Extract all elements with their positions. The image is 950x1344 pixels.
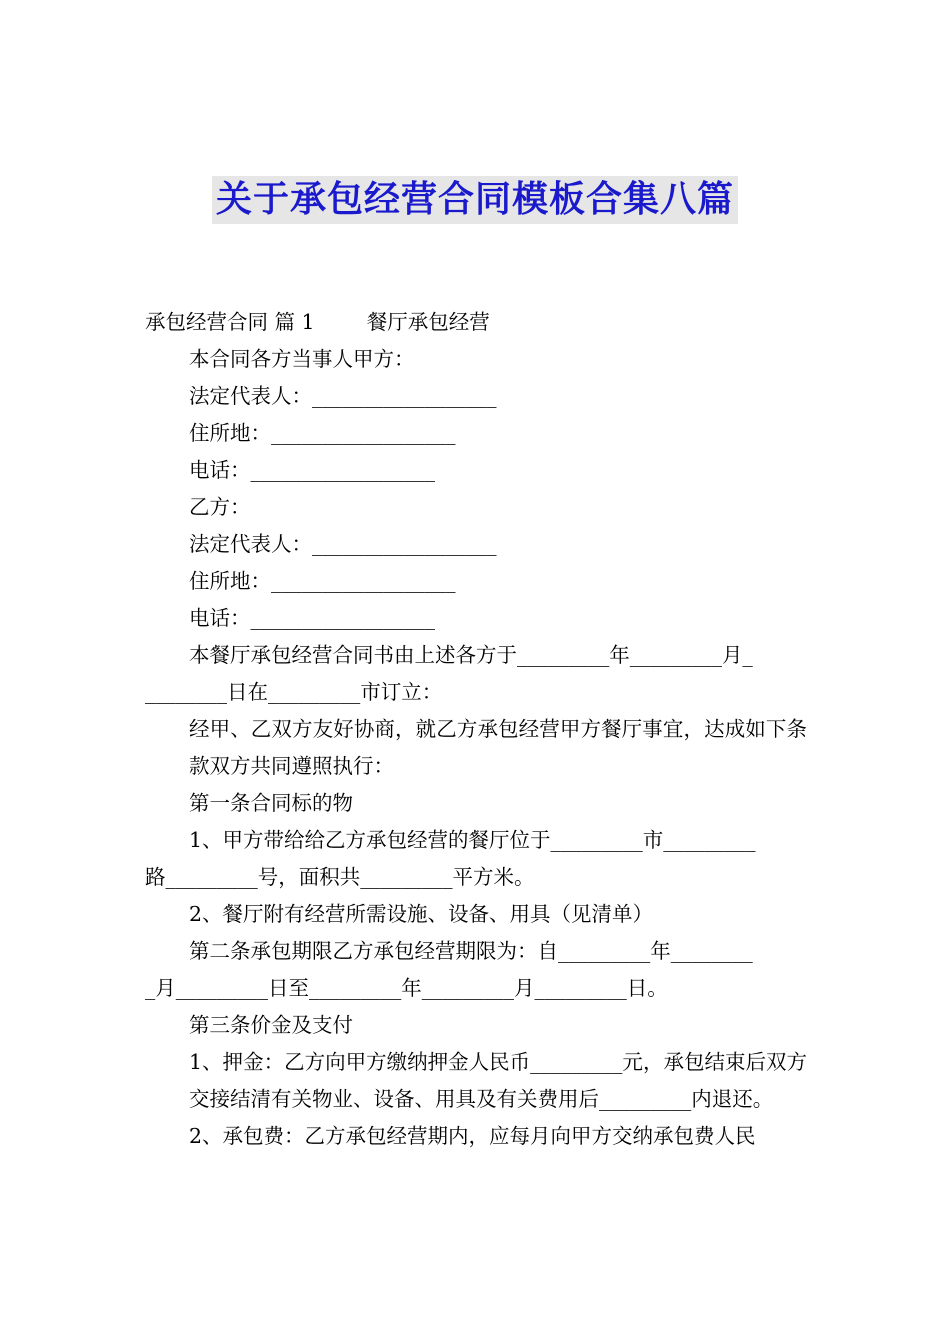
article-2-term-cont: _月_________日至_________年_________月_________日。 (145, 976, 668, 1000)
party-a-address: 住所地：__________________ (189, 421, 456, 445)
document-title: 关于承包经营合同模板合集八篇 (212, 176, 738, 224)
article-3-deposit: 1、押金：乙方向甲方缴纳押金人民币_________元，承包结束后双方交接结清有关物业、设备、用具及有关费用后_________内退还。 (189, 1050, 807, 1111)
article-1-item-2: 2、餐厅附有经营所需设施、设备、用具（见清单） (189, 902, 654, 926)
party-a-representative: 法定代表人：__________________ (189, 384, 497, 408)
article-3-contract-fee: 2、承包费：乙方承包经营期内，应每月向甲方交纳承包费人民 (189, 1124, 756, 1148)
paragraph-negotiation: 经甲、乙双方友好协商，就乙方承包经营甲方餐厅事宜，达成如下条款双方共同遵照执行： (189, 717, 807, 778)
article-1-heading: 第一条合同标的物 (189, 791, 353, 815)
article-1-item-1-cont: 路_________号，面积共_________平方米。 (145, 865, 535, 889)
party-b-phone: 电话：__________________ (189, 606, 435, 630)
paragraph-parties-intro: 本合同各方当事人甲方： (189, 347, 415, 371)
paragraph-signing-date: 本餐厅承包经营合同书由上述各方于_________年_________月_ (189, 643, 753, 667)
title-container (0, 176, 950, 224)
party-b-address: 住所地：__________________ (189, 569, 456, 593)
paragraph-signing-date-cont: ________日在_________市订立： (145, 680, 443, 704)
section-heading: 承包经营合同 篇 1 餐厅承包经营 (145, 310, 490, 334)
party-b-representative: 法定代表人：__________________ (189, 532, 497, 556)
party-a-phone: 电话：__________________ (189, 458, 435, 482)
document-body (145, 304, 807, 1155)
article-1-item-1: 1、甲方带给给乙方承包经营的餐厅位于_________市_________ (189, 828, 756, 852)
article-2-term: 第二条承包期限乙方承包经营期限为：自_________年________ (189, 939, 753, 963)
article-3-heading: 第三条价金及支付 (189, 1013, 353, 1037)
party-b-label: 乙方： (189, 495, 251, 519)
